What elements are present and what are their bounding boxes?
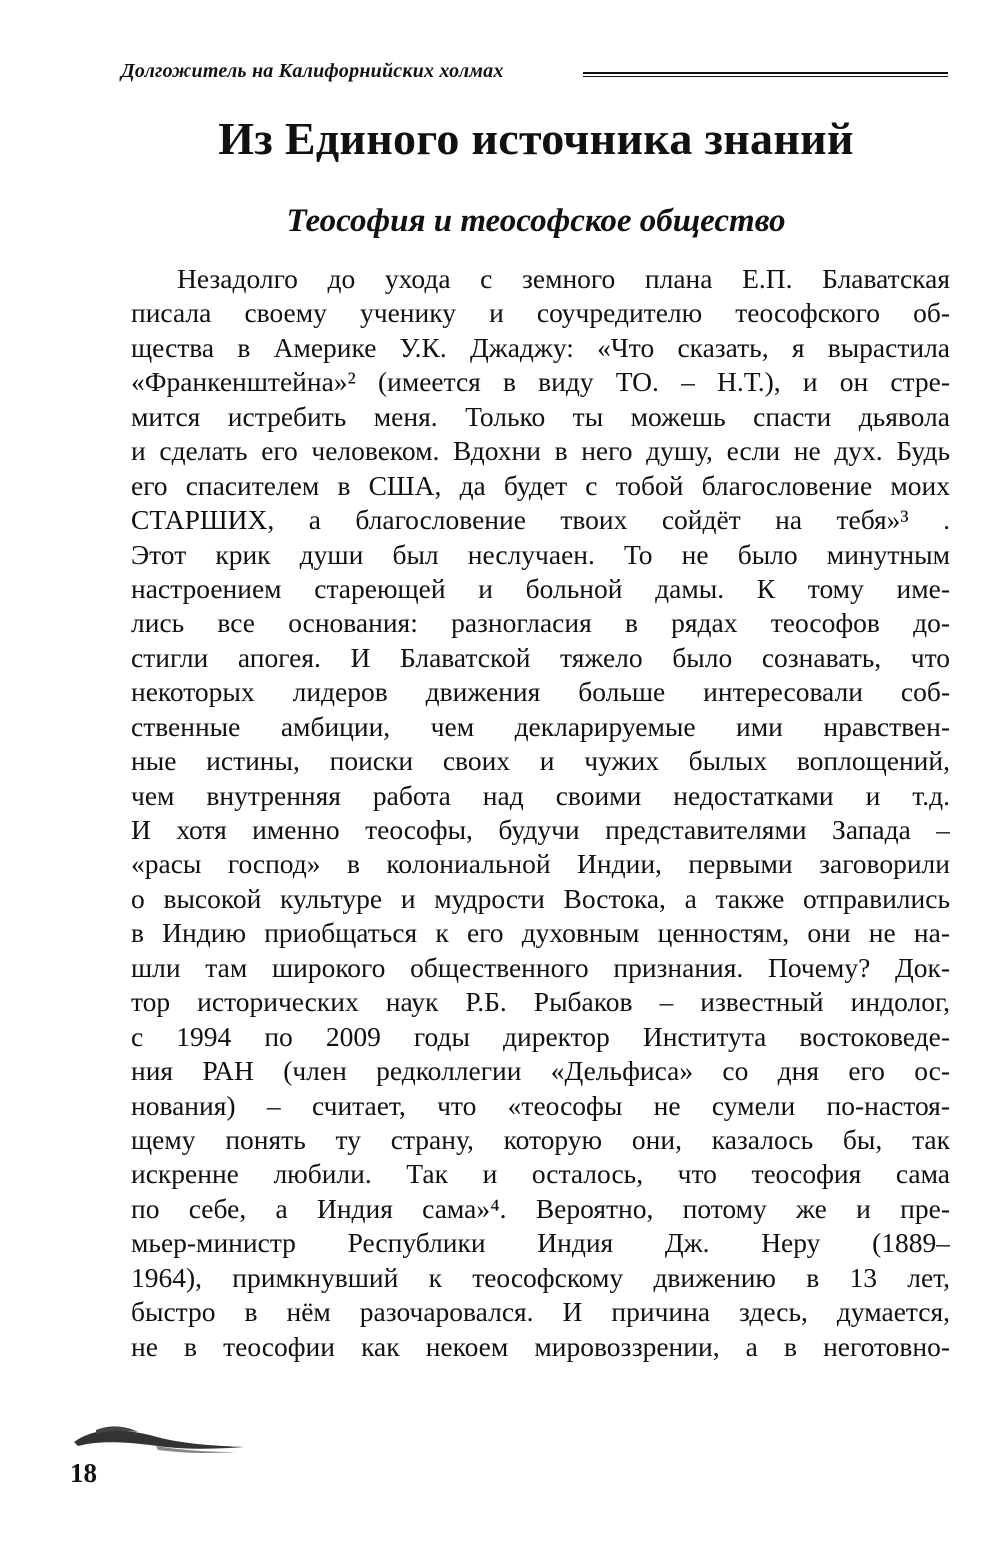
body-line: «Франкенштейна»² (имеется в виду ТО. – Н.Т.), и он стре- <box>131 366 950 398</box>
body-line: щему понять ту страну, которую они, казалось бы, так <box>131 1123 950 1155</box>
body-line: стигли апогея. И Блаватской тяжело было сознавать, что <box>131 641 950 673</box>
page-number: 18 <box>70 1458 97 1488</box>
body-line: лись все основания: разногласия в рядах теософов до- <box>131 607 950 639</box>
body-line: Незадолго до ухода с земного плана Е.П. Блаватская <box>177 263 950 294</box>
body-line: в Индию приобщаться к его духовным ценностям, они не на- <box>131 917 950 949</box>
body-line: по себе, а Индия сама»⁴. Вероятно, потому же и пре- <box>131 1192 950 1224</box>
body-line: и сделать его человеком. Вдохни в него душу, если не дух. Будь <box>131 435 950 467</box>
body-line: мится истребить меня. Только ты можешь спасти дьявола <box>131 400 950 432</box>
body-line: нования) – считает, что «теософы не сумели по-настоя- <box>131 1089 950 1121</box>
body-line: Этот крик души был неслучаен. То не было минутным <box>131 538 950 570</box>
body-text <box>131 262 950 1364</box>
decorative-swoosh-icon <box>66 1416 246 1456</box>
body-line: СТАРШИХ, а благословение твоих сойдёт на тебя»³ . <box>131 504 950 536</box>
body-line: не в теософии как некоем мировоззрении, а в неготовно- <box>131 1330 950 1362</box>
header-rule <box>583 72 948 77</box>
body-line: быстро в нём разочаровался. И причина здесь, думается, <box>131 1296 950 1328</box>
body-line: чем внутренняя работа над своими недостатками и т.д. <box>131 779 950 811</box>
section-title: Теософия и теософское общество <box>286 203 786 239</box>
body-line: с 1994 по 2009 годы директор Института востоковеде- <box>131 1020 950 1052</box>
body-line: настроением стареющей и больной дамы. К тому име- <box>131 572 950 604</box>
body-line: искренне любили. Так и осталось, что теософия сама <box>131 1158 950 1190</box>
chapter-title: Из Единого источника знаний <box>218 113 854 164</box>
body-line: ния РАН (член редколлегии «Дельфиса» со дня его ос- <box>131 1055 950 1087</box>
body-line: ственные амбиции, чем декларируемые ими нравствен- <box>131 710 950 742</box>
body-line: мьер-министр Республики Индия Дж. Неру (1889– <box>131 1227 950 1259</box>
body-line: 1964), примкнувший к теософскому движению в 13 лет, <box>131 1261 950 1293</box>
body-line: его спасителем в США, да будет с тобой благословение моих <box>131 469 950 501</box>
body-line: щества в Америке У.К. Джаджу: «Что сказать, я вырастила <box>131 331 950 363</box>
running-head: Долгожитель на Калифорнийских холмах <box>121 60 504 82</box>
body-line: И хотя именно теософы, будучи представителями Запада – <box>131 814 950 845</box>
body-line: шли там широкого общественного признания. Почему? Док- <box>131 951 950 983</box>
body-line: некоторых лидеров движения больше интересовали соб- <box>131 676 950 708</box>
body-line: писала своему ученику и соучредителю теософского об- <box>131 297 950 329</box>
body-line: «расы господ» в колониальной Индии, первыми заговорили <box>131 848 950 880</box>
body-line: тор исторических наук Р.Б. Рыбаков – известный индолог, <box>131 986 950 1018</box>
body-line: о высокой культуре и мудрости Востока, а также отправились <box>131 882 950 914</box>
body-line: ные истины, поиски своих и чужих былых воплощений, <box>131 745 950 777</box>
